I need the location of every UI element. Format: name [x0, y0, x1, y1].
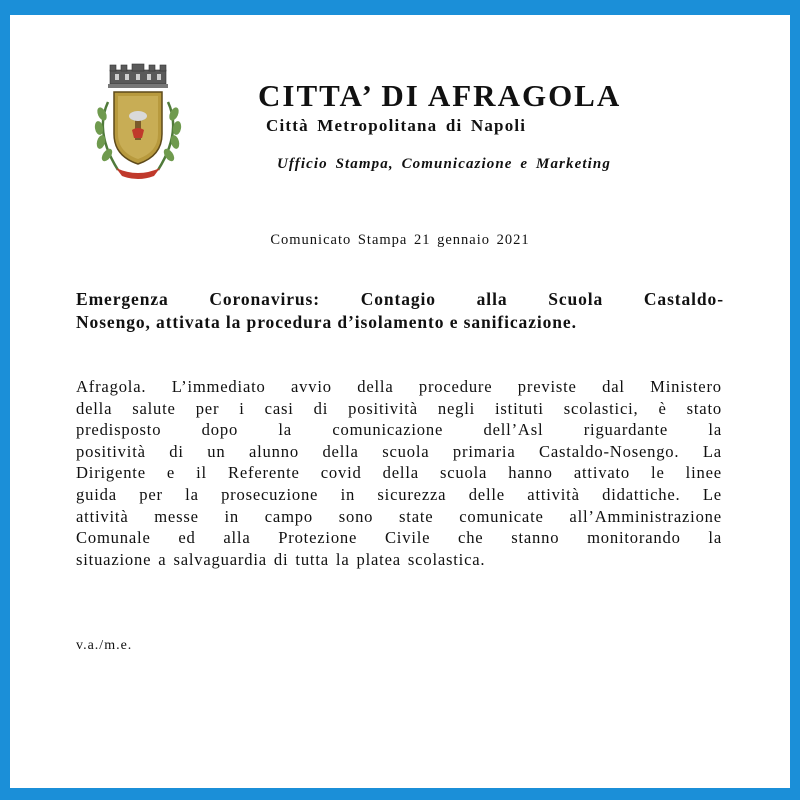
body-word: guida: [76, 484, 117, 504]
headline-word: Emergenza: [76, 289, 169, 309]
body-word: attività: [527, 484, 580, 504]
body-word: sono: [338, 506, 374, 526]
body-word: platea: [356, 549, 401, 569]
body-word: per: [195, 398, 220, 418]
body-word: della: [382, 463, 419, 483]
body-word: per: [139, 484, 163, 504]
press-release-headline: [76, 288, 724, 334]
body-word: di: [169, 441, 184, 461]
body-line: [76, 527, 722, 549]
body-word: i: [239, 398, 245, 418]
body-word: Referente: [228, 463, 300, 483]
body-word: un: [207, 441, 226, 461]
headline-line-1: [76, 288, 724, 311]
body-word: scolastica.: [407, 549, 486, 569]
body-word: in: [224, 506, 240, 526]
body-word: istituti: [495, 398, 544, 418]
body-word: alunno: [248, 441, 299, 461]
body-word: della: [357, 377, 394, 396]
body-word: la: [185, 484, 199, 504]
body-line: [76, 441, 722, 463]
body-word: comunicate: [459, 506, 544, 526]
body-word: messe: [154, 506, 199, 526]
body-line: [76, 376, 722, 398]
body-word: campo: [264, 506, 313, 526]
body-word: primaria: [452, 441, 516, 461]
body-word: prosecuzione: [221, 484, 319, 504]
headline-line-2: Nosengo, attivata la procedura d’isolamento e sanificazione.: [76, 312, 577, 332]
body-word: Ministero: [650, 377, 722, 396]
body-word: stato: [686, 398, 722, 418]
office-name: Ufficio Stampa, Comunicazione e Marketing: [277, 156, 611, 172]
municipal-coat-of-arms-icon: [88, 62, 188, 184]
body-word: tutta: [295, 549, 329, 569]
body-word: previste: [517, 377, 577, 396]
body-word: che: [458, 528, 484, 548]
body-word: positività: [76, 441, 146, 461]
body-word: negli: [437, 398, 476, 418]
body-word: covid: [320, 463, 362, 483]
body-word: è: [658, 398, 667, 418]
body-word: linee: [685, 463, 722, 483]
organization-subtitle: Città Metropolitana di Napoli: [266, 116, 527, 135]
body-word: attività: [76, 506, 129, 526]
body-line: [76, 419, 722, 441]
body-word: la: [708, 528, 722, 548]
body-line: [76, 506, 722, 528]
body-word: alla: [223, 528, 251, 548]
body-word: predisposto: [76, 420, 162, 440]
body-word: della: [76, 398, 113, 418]
body-word: il: [196, 463, 207, 483]
body-word: state: [399, 506, 434, 526]
body-word: salvaguardia: [173, 549, 267, 569]
body-line: [76, 484, 722, 506]
body-word: e: [166, 463, 176, 483]
headline-word: Scuola: [548, 289, 604, 309]
headline-word: alla: [476, 289, 508, 309]
body-word: Afragola.: [76, 377, 147, 396]
body-word: la: [335, 549, 350, 569]
body-word: delle: [468, 484, 505, 504]
body-word: dopo: [201, 420, 239, 440]
body-word: scuola: [439, 463, 488, 483]
body-word: La: [702, 441, 722, 461]
body-word: la: [278, 420, 292, 440]
body-word: di: [273, 549, 289, 569]
body-word: dal: [602, 377, 625, 396]
body-word: monitorando: [587, 528, 681, 548]
body-word: hanno: [508, 463, 553, 483]
press-release-body: [76, 376, 722, 570]
body-word: scuola: [382, 441, 430, 461]
press-release-date: Comunicato Stampa 21 gennaio 2021: [270, 232, 530, 248]
body-line: [76, 549, 722, 571]
body-word: all’Amministrazione: [569, 506, 722, 526]
body-word: positività: [348, 398, 418, 418]
body-word: attivato: [573, 463, 630, 483]
body-word: comunicazione: [332, 420, 444, 440]
body-word: didattiche.: [602, 484, 681, 504]
body-word: ed: [178, 528, 196, 548]
body-word: dell’Asl: [483, 420, 544, 440]
body-word: riguardante: [583, 420, 669, 440]
body-word: a: [158, 549, 167, 569]
body-word: L’immediato: [171, 377, 266, 396]
organization-name: CITTA’ DI AFRAGOLA: [258, 78, 622, 113]
body-word: situazione: [76, 549, 152, 569]
body-word: salute: [132, 398, 176, 418]
body-word: stanno: [511, 528, 560, 548]
headline-word: Coronavirus:: [209, 289, 320, 309]
body-line: [76, 398, 722, 420]
body-word: Le: [702, 484, 722, 504]
body-word: Dirigente: [76, 463, 146, 483]
body-word: di: [313, 398, 329, 418]
body-word: in: [340, 484, 356, 504]
body-word: procedure: [418, 377, 493, 396]
headline-word: Castaldo-: [643, 289, 724, 309]
body-word: della: [322, 441, 359, 461]
body-word: sicurezza: [377, 484, 447, 504]
body-word: Comunale: [76, 528, 151, 548]
body-line: [76, 462, 722, 484]
body-word: le: [651, 463, 665, 483]
author-initials: v.a./m.e.: [76, 638, 133, 653]
body-word: Protezione: [278, 528, 358, 548]
body-word: avvio: [291, 377, 332, 396]
body-word: casi: [264, 398, 294, 418]
headline-word: Contagio: [360, 289, 436, 309]
body-word: scolastici,: [563, 398, 639, 418]
body-word: Castaldo-Nosengo.: [539, 441, 680, 461]
body-word: Civile: [384, 528, 431, 548]
body-word: la: [708, 420, 722, 440]
